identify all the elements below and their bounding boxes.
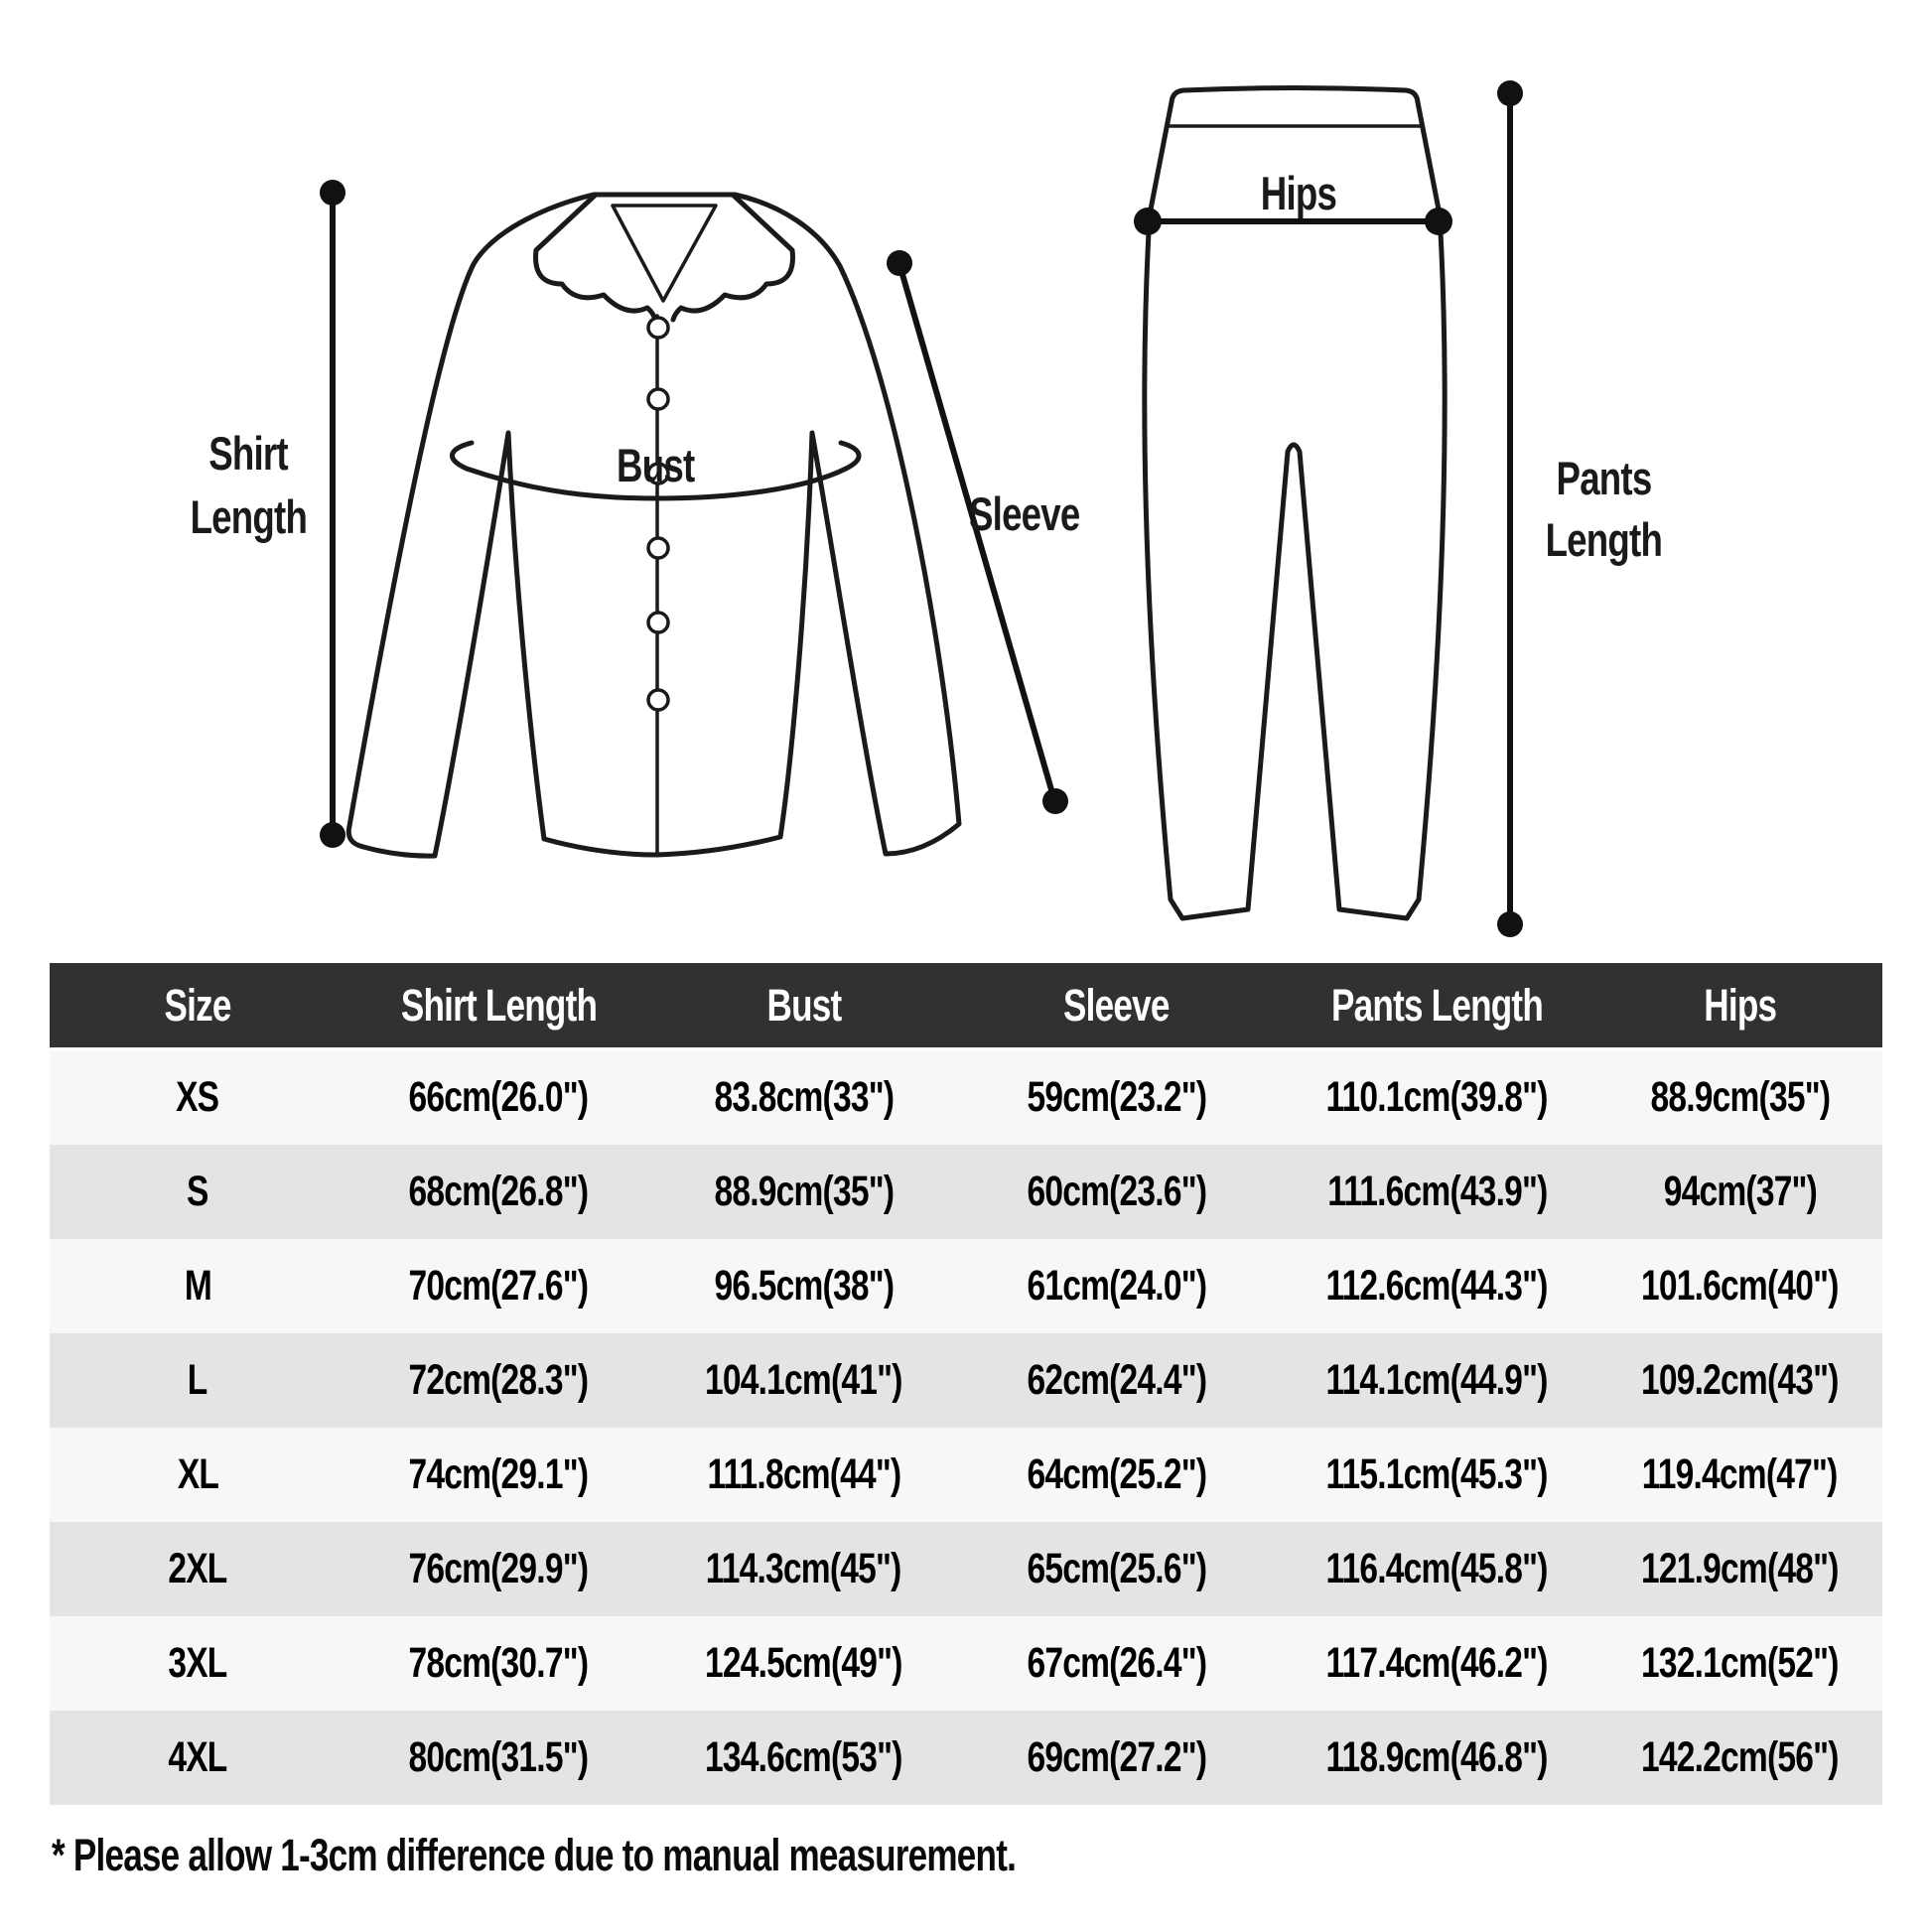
cell-shirt-length xyxy=(345,1616,651,1711)
cell-hips xyxy=(1597,1145,1882,1239)
cell-pants-length-text: 117.4cm(46.2") xyxy=(1325,1639,1549,1687)
table-row-4xl xyxy=(50,1711,1882,1805)
measurement-footnote-text: * Please allow 1-3cm difference due to manual measurement. xyxy=(52,1830,1017,1880)
cell-bust xyxy=(651,1145,956,1239)
cell-bust xyxy=(651,1522,956,1616)
cell-size-text: XS xyxy=(176,1073,219,1121)
cell-hips-text: 109.2cm(43") xyxy=(1641,1356,1839,1404)
cell-size-text: 2XL xyxy=(168,1545,227,1592)
cell-size-text: M xyxy=(184,1262,211,1310)
column-header-size xyxy=(50,963,345,1049)
cell-hips-text: 121.9cm(48") xyxy=(1641,1545,1839,1592)
cell-sleeve xyxy=(956,1239,1277,1333)
cell-hips-text: 101.6cm(40") xyxy=(1641,1262,1839,1310)
cell-shirt-length-text: 66cm(26.0") xyxy=(408,1073,589,1121)
cell-sleeve xyxy=(956,1428,1277,1522)
sleeve-label xyxy=(969,483,1111,546)
cell-pants-length xyxy=(1277,1522,1597,1616)
header-row xyxy=(50,963,1882,1049)
column-header-shirt-length-text: Shirt Length xyxy=(400,979,597,1031)
cell-sleeve xyxy=(956,1145,1277,1239)
table-row-m xyxy=(50,1239,1882,1333)
cell-shirt-length-text: 78cm(30.7") xyxy=(408,1639,589,1687)
shirt-length-label-line1: Shirt xyxy=(208,427,288,480)
cell-pants-length-text: 115.1cm(45.3") xyxy=(1325,1450,1549,1498)
cell-bust-text: 134.6cm(53") xyxy=(705,1733,902,1781)
cell-size xyxy=(50,1049,345,1146)
table-row-2xl xyxy=(50,1522,1882,1616)
table-row-xl xyxy=(50,1428,1882,1522)
cell-hips xyxy=(1597,1333,1882,1428)
cell-bust-text: 104.1cm(41") xyxy=(705,1356,902,1404)
cell-shirt-length xyxy=(345,1239,651,1333)
cell-bust xyxy=(651,1049,956,1146)
cell-bust-text: 114.3cm(45") xyxy=(706,1545,901,1592)
size-table-header xyxy=(50,963,1882,1049)
pants-length-label xyxy=(1494,448,1713,571)
cell-bust xyxy=(651,1333,956,1428)
cell-pants-length-text: 114.1cm(44.9") xyxy=(1325,1356,1549,1404)
shirt-length-label xyxy=(109,422,387,549)
column-header-hips-text: Hips xyxy=(1704,979,1776,1031)
cell-sleeve-text: 69cm(27.2") xyxy=(1027,1733,1206,1781)
sleeve-label-text: Sleeve xyxy=(969,487,1080,540)
cell-sleeve-text: 61cm(24.0") xyxy=(1027,1262,1206,1310)
cell-size xyxy=(50,1239,345,1333)
cell-size-text: L xyxy=(188,1356,207,1404)
cell-shirt-length xyxy=(345,1333,651,1428)
hips-label-text: Hips xyxy=(1260,167,1337,219)
cell-sleeve xyxy=(956,1616,1277,1711)
cell-size-text: XL xyxy=(177,1450,218,1498)
cell-pants-length xyxy=(1277,1428,1597,1522)
cell-sleeve xyxy=(956,1333,1277,1428)
size-table-body xyxy=(50,1049,1882,1806)
bust-label-text: Bust xyxy=(616,439,695,491)
cell-shirt-length xyxy=(345,1049,651,1146)
cell-size xyxy=(50,1711,345,1805)
table-row-xs xyxy=(50,1049,1882,1146)
cell-shirt-length-text: 80cm(31.5") xyxy=(408,1733,589,1781)
cell-pants-length-text: 110.1cm(39.8") xyxy=(1325,1073,1549,1121)
cell-shirt-length-text: 72cm(28.3") xyxy=(408,1356,589,1404)
column-header-size-text: Size xyxy=(164,979,231,1031)
table-row-s xyxy=(50,1145,1882,1239)
cell-shirt-length-text: 74cm(29.1") xyxy=(408,1450,589,1498)
cell-hips xyxy=(1597,1522,1882,1616)
cell-size-text: 4XL xyxy=(168,1733,227,1781)
cell-sleeve xyxy=(956,1049,1277,1146)
cell-sleeve-text: 59cm(23.2") xyxy=(1027,1073,1206,1121)
cell-shirt-length-text: 68cm(26.8") xyxy=(408,1168,589,1215)
cell-hips-text: 94cm(37") xyxy=(1663,1168,1817,1215)
cell-size xyxy=(50,1333,345,1428)
cell-hips-text: 119.4cm(47") xyxy=(1642,1450,1838,1498)
hips-label xyxy=(1199,162,1398,225)
cell-size-text: S xyxy=(187,1168,208,1215)
cell-size xyxy=(50,1522,345,1616)
cell-sleeve xyxy=(956,1522,1277,1616)
cell-bust-text: 111.8cm(44") xyxy=(707,1450,900,1498)
cell-hips xyxy=(1597,1616,1882,1711)
cell-pants-length xyxy=(1277,1616,1597,1711)
cell-hips xyxy=(1597,1239,1882,1333)
cell-hips-text: 132.1cm(52") xyxy=(1641,1639,1839,1687)
shirt-drawing xyxy=(348,195,959,856)
cell-shirt-length-text: 76cm(29.9") xyxy=(408,1545,589,1592)
cell-bust-text: 83.8cm(33") xyxy=(714,1073,894,1121)
cell-size xyxy=(50,1428,345,1522)
cell-shirt-length xyxy=(345,1711,651,1805)
column-header-pants-length xyxy=(1277,963,1597,1049)
cell-bust xyxy=(651,1711,956,1805)
cell-hips-text: 88.9cm(35") xyxy=(1650,1073,1830,1121)
cell-pants-length xyxy=(1277,1239,1597,1333)
size-table xyxy=(50,963,1882,1805)
pants-length-label-line1: Pants xyxy=(1556,452,1651,504)
table-row-l xyxy=(50,1333,1882,1428)
cell-size xyxy=(50,1145,345,1239)
cell-sleeve-text: 64cm(25.2") xyxy=(1027,1450,1206,1498)
cell-bust-text: 88.9cm(35") xyxy=(714,1168,894,1215)
column-header-shirt-length xyxy=(345,963,651,1049)
cell-bust-text: 96.5cm(38") xyxy=(714,1262,894,1310)
cell-bust xyxy=(651,1239,956,1333)
cell-sleeve-text: 65cm(25.6") xyxy=(1027,1545,1206,1592)
column-header-bust xyxy=(651,963,956,1049)
cell-shirt-length xyxy=(345,1522,651,1616)
column-header-sleeve-text: Sleeve xyxy=(1063,979,1170,1031)
cell-hips xyxy=(1597,1711,1882,1805)
cell-sleeve-text: 62cm(24.4") xyxy=(1027,1356,1206,1404)
cell-size-text: 3XL xyxy=(168,1639,227,1687)
cell-sleeve-text: 60cm(23.6") xyxy=(1027,1168,1206,1215)
cell-sleeve xyxy=(956,1711,1277,1805)
column-header-hips xyxy=(1597,963,1882,1049)
cell-hips xyxy=(1597,1428,1882,1522)
cell-pants-length xyxy=(1277,1711,1597,1805)
bust-label xyxy=(556,434,755,497)
column-header-sleeve xyxy=(956,963,1277,1049)
cell-pants-length-text: 111.6cm(43.9") xyxy=(1326,1168,1548,1215)
cell-pants-length-text: 112.6cm(44.3") xyxy=(1325,1262,1549,1310)
cell-shirt-length xyxy=(345,1145,651,1239)
pants-length-label-line2: Length xyxy=(1545,513,1662,566)
cell-pants-length-text: 116.4cm(45.8") xyxy=(1325,1545,1549,1592)
cell-bust xyxy=(651,1616,956,1711)
cell-hips xyxy=(1597,1049,1882,1146)
cell-hips-text: 142.2cm(56") xyxy=(1641,1733,1839,1781)
cell-sleeve-text: 67cm(26.4") xyxy=(1027,1639,1206,1687)
cell-shirt-length-text: 70cm(27.6") xyxy=(408,1262,589,1310)
column-header-pants-length-text: Pants Length xyxy=(1331,979,1543,1031)
cell-pants-length xyxy=(1277,1049,1597,1146)
cell-size xyxy=(50,1616,345,1711)
cell-bust xyxy=(651,1428,956,1522)
measurement-footnote xyxy=(52,1830,1288,1881)
cell-pants-length xyxy=(1277,1145,1597,1239)
cell-pants-length xyxy=(1277,1333,1597,1428)
cell-bust-text: 124.5cm(49") xyxy=(705,1639,902,1687)
table-row-3xl xyxy=(50,1616,1882,1711)
cell-pants-length-text: 118.9cm(46.8") xyxy=(1325,1733,1549,1781)
cell-shirt-length xyxy=(345,1428,651,1522)
column-header-bust-text: Bust xyxy=(766,979,841,1031)
shirt-length-label-line2: Length xyxy=(190,490,307,543)
